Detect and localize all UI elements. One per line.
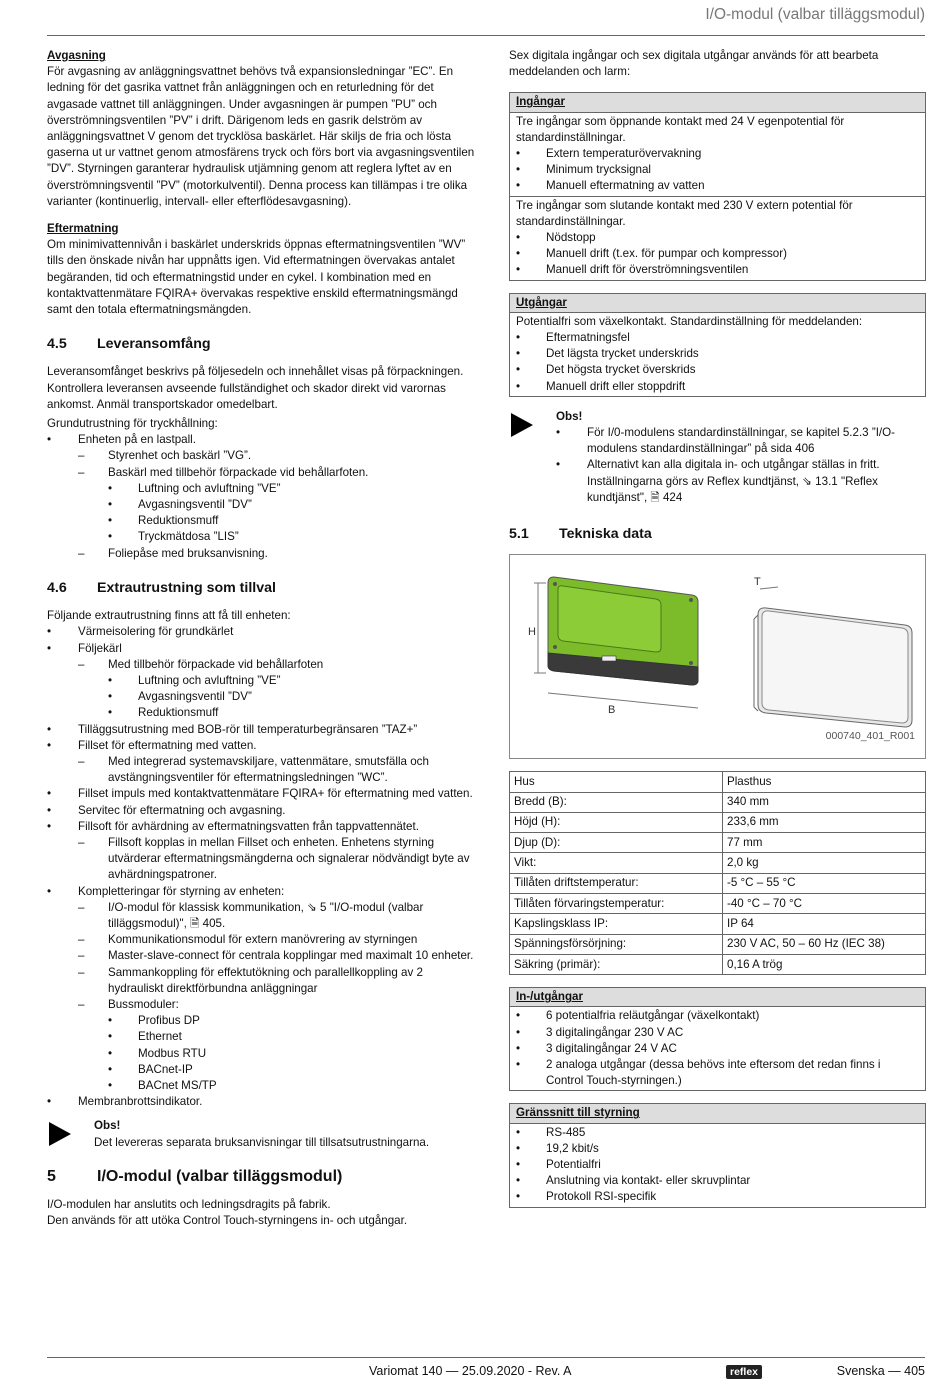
section-5-1-heading xyxy=(509,526,926,542)
notice-text: Det levereras separata bruksanvisningar till tillsatsutrustningarna. xyxy=(94,1135,430,1149)
dimension-label-t: T xyxy=(754,576,761,589)
footer-document: Variomat 140 — 25.09.2020 - Rev. A xyxy=(369,1364,572,1378)
list-item: • Anslutning via kontakt- eller skruvplintar xyxy=(516,1173,919,1189)
list-item: – Bussmoduler: xyxy=(47,997,477,1013)
list-item: – Foliepåse med bruksanvisning. xyxy=(47,546,477,562)
list-item: – Fillsoft kopplas in mellan Fillset och enheten. Enhetens styrning utvärderar eftermatningsmängderna och signalerar nödvändigt byte av avhärdningspatroner. xyxy=(47,835,477,884)
spec-value: 233,6 mm xyxy=(723,812,926,832)
list-item: • Det högsta trycket överskrids xyxy=(516,362,919,378)
table-row xyxy=(510,812,926,832)
list-item: • Följekärl xyxy=(47,641,477,657)
table-row xyxy=(510,833,926,853)
list-item: • Nödstopp xyxy=(516,230,919,246)
eftermatning-text: Om minimivattennivån i baskärlet underskrids öppnas eftermatningsventilen ”WV” tills den önskade nivån har uppnåtts igen. Vid eftermatningen övervakas antalet begäranden, tid och eftermatningstid under en cykel. I kombination med en kontaktvattenmätare FQIRA+ övervakas respektive enskild eftermatningsmängd samt den totala eftermatningsmängden. xyxy=(47,238,466,317)
list-item: • 6 potentialfria reläutgångar (växelkontakt) xyxy=(516,1008,919,1024)
table-row xyxy=(510,772,926,792)
list-item: • Avgasningsventil ”DV” xyxy=(47,497,477,513)
device-figure xyxy=(509,554,926,759)
table-row xyxy=(510,954,926,974)
figure-code: 000740_401_R001 xyxy=(825,730,915,743)
list-item: • RS-485 xyxy=(516,1125,919,1141)
avgasning-heading: Avgasning xyxy=(47,49,106,62)
table-row xyxy=(510,894,926,914)
notice-arrow-icon xyxy=(511,413,533,437)
technical-data-table xyxy=(509,771,926,975)
dimension-label-b: B xyxy=(608,704,616,717)
spec-label: Tillåten förvaringstemperatur: xyxy=(510,894,723,914)
section-title: I/O-modul (valbar tilläggsmodul) xyxy=(97,1167,343,1185)
section-number: 4.5 xyxy=(47,336,67,353)
list-item: • Membranbrottsindikator. xyxy=(47,1094,477,1110)
reflex-logo: reflex xyxy=(726,1365,762,1379)
list-item: • Kompletteringar för styrning av enheten: xyxy=(47,884,477,900)
list-item: • Avgasningsventil ”DV” xyxy=(47,689,477,705)
section-4-5-heading xyxy=(47,336,477,352)
list-item: • Servitec för eftermatning och avgasning. xyxy=(47,803,477,819)
list-item: • Fillset impuls med kontaktvattenmätare FQIRA+ för eftermatning med vatten. xyxy=(47,786,477,802)
s5-text-1: I/O-modulen har anslutits och ledningsdragits på fabrik. xyxy=(47,1198,331,1211)
cross-reference-link[interactable]: – I/O-modul för klassisk kommunikation, ⇘ 5 "I/O-modul (valbar tilläggsmodul)", 🗎 405. xyxy=(47,900,477,932)
outputs-text: Potentialfri som växelkontakt. Standardinställning för meddelanden: xyxy=(516,314,863,328)
avgasning-text: För avgasning av anläggningsvattnet behövs två expansionsledningar ”EC”. En ledning för det gasrika vattnet från anläggningen och en returledning för det avgasade vattnet till anläggningen. Under avgasningen är pumpen ”PU” och överströmningsventilen ”PV” i drift. Därigenom leds en gasrik delström av anläggningsvattnet V genom det trycklösa baskärlet. Här skiljs de fria och lösta gaserna ut ur vattnet genom atmosfärens tryck och förs bort via avgasningsventilen ”DV”. Styrningen garanterar hydraulisk utjämning genom att reglera lyftet av en överströmningsventil ”PV” (motorkulventil). Denna process kan tillämpas i tre olika varianter (kontinuerlig, intervall- eller efterflödesavgasning). xyxy=(47,65,475,208)
outputs-box xyxy=(509,293,926,397)
in-out-heading: In-/utgångar xyxy=(510,988,925,1007)
list-item: • Värmeisolering för grundkärlet xyxy=(47,624,477,640)
interface-heading: Gränssnitt till styrning xyxy=(510,1104,925,1123)
notice-box xyxy=(47,1118,477,1150)
footer-page-info: Svenska — 405 xyxy=(836,1364,925,1378)
list-item: – Sammankoppling för effektutökning och parallellkoppling av 2 hydrauliskt direktförbundna anläggningar xyxy=(47,965,477,997)
list-item: • 2 analoga utgångar (dessa behövs inte eftersom det redan finns i Control Touch-styrningen.) xyxy=(516,1057,919,1089)
list-item: • Eftermatningsfel xyxy=(516,330,919,346)
list-item: – Master-slave-connect för centrala kopplingar med maximalt 10 enheter. xyxy=(47,948,477,964)
list-item: • Manuell drift (t.ex. för pumpar och kompressor) xyxy=(516,246,919,262)
spec-value: 0,16 A trög xyxy=(723,954,926,974)
list-item: – Med integrerad systemavskiljare, vattenmätare, smutsfälla och avstängningsventiler för eftermatningsledningen ”WC”. xyxy=(47,754,477,786)
s5-text-2: Den används för att utöka Control Touch-styrningens in- och utgångar. xyxy=(47,1214,408,1228)
table-row xyxy=(510,853,926,873)
list-item: • BACnet-IP xyxy=(47,1062,477,1078)
list-item: • Profibus DP xyxy=(47,1013,477,1029)
spec-value: Plasthus xyxy=(723,772,926,792)
delivery-list xyxy=(47,432,477,562)
list-item: • Minimum trycksignal xyxy=(516,162,919,178)
list-item: • Tilläggsutrustning med BOB-rör till temperaturbegränsaren ”TAZ+” xyxy=(47,722,477,738)
right-column xyxy=(509,48,926,1220)
list-item: • Luftning och avluftning ”VE” xyxy=(47,673,477,689)
section-number: 4.6 xyxy=(47,579,67,596)
list-item: – Styrenhet och baskärl ”VG”. xyxy=(47,448,477,464)
list-item: • Reduktionsmuff xyxy=(47,513,477,529)
s45-paragraph: Leveransomfånget beskrivs på följesedeln och innehållet visas på förpackningen. Kontrollera leveransen avseende fullständighet och skador direkt vid varornas ankomst. Anmäl transportskador omedelbart. xyxy=(47,365,464,411)
section-number: 5.1 xyxy=(509,526,529,543)
list-item: • 3 digitalingångar 24 V AC xyxy=(516,1041,919,1057)
spec-label: Tillåten driftstemperatur: xyxy=(510,873,723,893)
spec-value: 2,0 kg xyxy=(723,853,926,873)
inputs-heading: Ingångar xyxy=(510,93,925,112)
footer-language: Svenska xyxy=(836,1364,885,1378)
spec-label: Vikt: xyxy=(510,853,723,873)
table-row xyxy=(510,792,926,812)
list-item: • Protokoll RSI-specifik xyxy=(516,1189,919,1205)
inputs-box xyxy=(509,92,926,280)
page-footer xyxy=(47,1357,925,1378)
table-row xyxy=(510,873,926,893)
section-title: Tekniska data xyxy=(559,526,652,543)
list-item: – Baskärl med tillbehör förpackade vid behållarfoten. xyxy=(47,465,477,481)
list-item: – Med tillbehör förpackade vid behållarfoten xyxy=(47,657,477,673)
list-item: • 3 digitalingångar 230 V AC xyxy=(516,1025,919,1041)
list-item: • Manuell eftermatning av vatten xyxy=(516,178,919,194)
list-item: • Enheten på en lastpall. xyxy=(47,432,477,448)
list-item: • Reduktionsmuff xyxy=(47,705,477,721)
spec-label: Höjd (H): xyxy=(510,812,723,832)
section-5-heading xyxy=(47,1169,477,1185)
spec-value: -5 °C – 55 °C xyxy=(723,873,926,893)
spec-label: Spänningsförsörjning: xyxy=(510,934,723,954)
page-number: 405 xyxy=(904,1364,925,1378)
in-out-box xyxy=(509,987,926,1091)
list-item: • Manuell drift för överströmningsventilen xyxy=(516,262,919,278)
notice-title: Obs! xyxy=(556,409,583,423)
section-number: 5 xyxy=(47,1167,56,1185)
page-header xyxy=(47,0,925,36)
list-item: • Fillset för eftermatning med vatten. xyxy=(47,738,477,754)
list-item: • Extern temperaturövervakning xyxy=(516,146,919,162)
list-item: • Fillsoft för avhärdning av eftermatningsvatten från tappvattennätet. xyxy=(47,819,477,835)
spec-value: 340 mm xyxy=(723,792,926,812)
spec-label: Kapslingsklass IP: xyxy=(510,914,723,934)
list-item: • Manuell drift eller stoppdrift xyxy=(516,379,919,395)
spec-value: 77 mm xyxy=(723,833,926,853)
cross-reference-link[interactable]: • Alternativt kan alla digitala in- och utgångar ställas in fritt. Inställningarna görs av Reflex kundtjänst, ⇘ 13.1 "Reflex kundtjänst", 🗎 424 xyxy=(556,457,926,506)
dimension-label-h: H xyxy=(528,626,536,639)
notice-title: Obs! xyxy=(94,1119,121,1133)
table-row xyxy=(510,934,926,954)
notice-box xyxy=(509,409,926,506)
spec-value: 230 V AC, 50 – 60 Hz (IEC 38) xyxy=(723,934,926,954)
list-item: • BACnet MS/TP xyxy=(47,1078,477,1094)
spec-value: IP 64 xyxy=(723,914,926,934)
io-intro: Sex digitala ingångar och sex digitala utgångar används för att bearbeta meddelanden och larm: xyxy=(509,49,879,79)
left-column xyxy=(47,48,477,1229)
eftermatning-heading: Eftermatning xyxy=(47,222,119,236)
section-4-6-heading xyxy=(47,580,477,596)
accessory-list xyxy=(47,624,477,1110)
spec-label: Bredd (B): xyxy=(510,792,723,812)
list-item: • Ethernet xyxy=(47,1029,477,1045)
spec-label: Djup (D): xyxy=(510,833,723,853)
s45-subheading: Grundutrustning för tryckhållning: xyxy=(47,417,218,431)
s46-intro: Följande extrautrustning finns att få till enheten: xyxy=(47,609,291,623)
spec-label: Hus xyxy=(510,772,723,792)
inputs-group-2-text: Tre ingångar som slutande kontakt med 230 V extern potential för standardinställningar. xyxy=(516,198,853,228)
spec-label: Säkring (primär): xyxy=(510,954,723,974)
spec-value: -40 °C – 70 °C xyxy=(723,894,926,914)
section-title: Leveransomfång xyxy=(97,336,211,353)
cross-reference-link[interactable]: • För I/0-modulens standardinställningar, se kapitel 5.2.3 ”I/O-modulens standardinställningar” på sida 406 xyxy=(556,425,926,457)
header-title: I/O-modul (valbar tilläggsmodul) xyxy=(705,6,925,23)
list-item: • Luftning och avluftning ”VE” xyxy=(47,481,477,497)
inputs-group-1-text: Tre ingångar som öppnande kontakt med 24 V egenpotential för standardinställningar. xyxy=(516,114,845,144)
section-title: Extrautrustning som tillval xyxy=(97,579,276,596)
list-item: – Kommunikationsmodul för extern manövrering av styrningen xyxy=(47,932,477,948)
list-item: • 19,2 kbit/s xyxy=(516,1141,919,1157)
notice-arrow-icon xyxy=(49,1122,71,1146)
list-item: • Tryckmätdosa ”LIS” xyxy=(47,529,477,545)
list-item: • Modbus RTU xyxy=(47,1046,477,1062)
outputs-heading: Utgångar xyxy=(510,294,925,313)
list-item: • Det lägsta trycket underskrids xyxy=(516,346,919,362)
list-item: • Potentialfri xyxy=(516,1157,919,1173)
table-row xyxy=(510,914,926,934)
interface-box xyxy=(509,1103,926,1207)
